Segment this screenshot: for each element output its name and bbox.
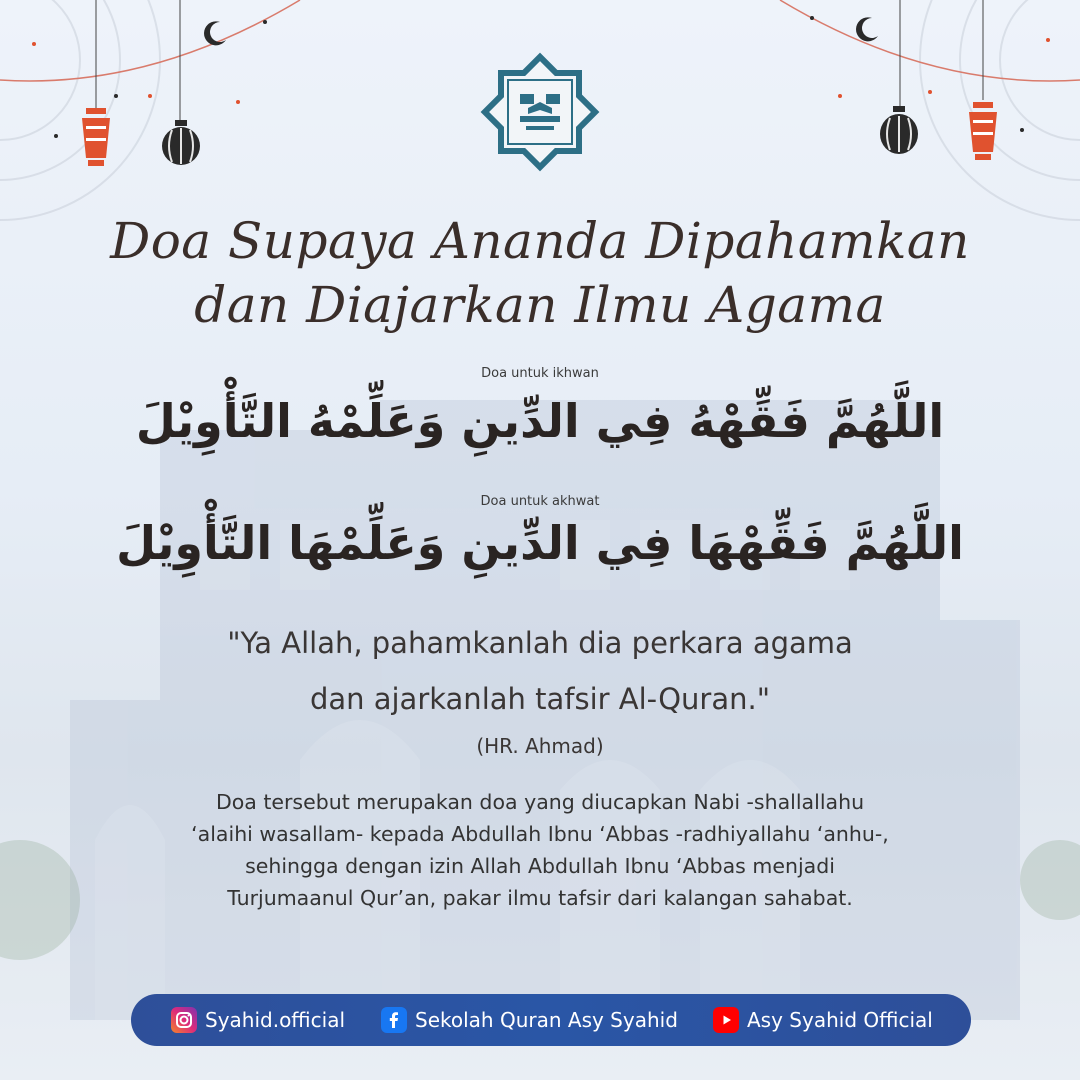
social-footer (131, 994, 971, 1046)
paragraph-line: sehingga dengan izin Allah Abdullah Ibnu ‘Abbas menjadi (245, 854, 835, 878)
paragraph-line: ‘alaihi wasallam- kepada Abdullah Ibnu ‘Abbas -radhiyallahu ‘anhu-, (191, 822, 889, 846)
youtube-channel-name: Asy Syahid Official (747, 1008, 933, 1032)
facebook-page-name: Sekolah Quran Asy Syahid (415, 1008, 678, 1032)
instagram-link[interactable] (171, 994, 345, 1046)
logo-emblem (480, 52, 600, 172)
paragraph-line: Turjumaanul Qur’an, pakar ilmu tafsir dari kalangan sahabat. (227, 886, 853, 910)
translation-line-2: dan ajarkanlah tafsir Al-Quran." (309, 682, 771, 716)
title-line-2: dan Diajarkan Ilmu Agama (194, 276, 886, 334)
facebook-icon (381, 1007, 407, 1033)
akhwat-label: Doa untuk akhwat (480, 494, 600, 509)
title-line-1: Doa Supaya Ananda Dipahamkan (110, 212, 970, 270)
paragraph-line: Doa tersebut merupakan doa yang diucapkan Nabi -shallallahu (215, 790, 865, 814)
youtube-link[interactable] (713, 994, 933, 1046)
instagram-icon (171, 1007, 197, 1033)
hadith-source: (HR. Ahmad) (476, 734, 604, 758)
facebook-link[interactable] (381, 994, 678, 1046)
translation-line-1: "Ya Allah, pahamkanlah dia perkara agama (227, 626, 853, 660)
ikhwan-arabic-text: اللَّهُمَّ فَقِّهْهُ فِي الدِّينِ وَعَلِّمْهُ التَّأْوِيْلَ (135, 394, 945, 448)
youtube-icon (713, 1007, 739, 1033)
ikhwan-label: Doa untuk ikhwan (481, 366, 599, 381)
instagram-handle: Syahid.official (205, 1008, 346, 1032)
explanation-paragraph (0, 786, 1080, 914)
akhwat-arabic-text: اللَّهُمَّ فَقِّهْهَا فِي الدِّينِ وَعَلِّمْهَا التَّأْوِيْلَ (116, 516, 964, 570)
